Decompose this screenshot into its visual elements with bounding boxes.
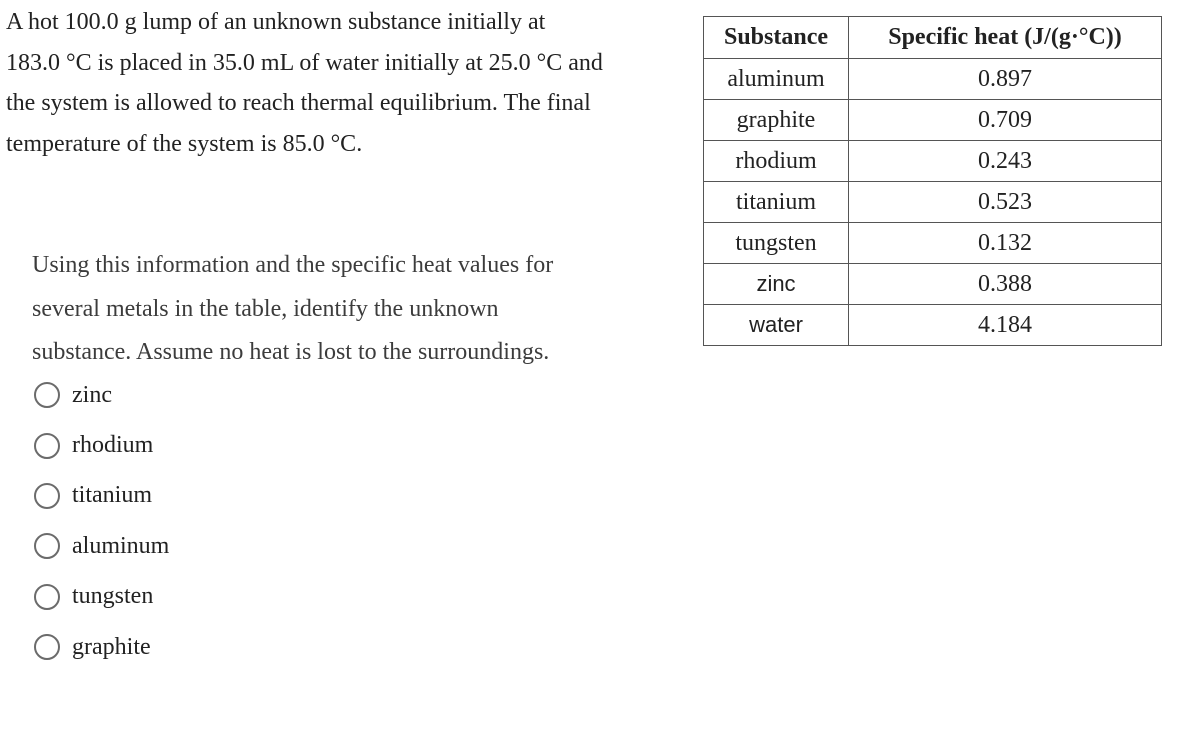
cell-specific-heat: 0.243 xyxy=(849,141,1162,182)
cell-substance: tungsten xyxy=(704,223,849,264)
cell-substance: rhodium xyxy=(704,141,849,182)
radio-button[interactable] xyxy=(34,584,60,610)
cell-substance: titanium xyxy=(704,182,849,223)
choice-label[interactable]: tungsten xyxy=(72,583,154,610)
choice-rhodium[interactable] xyxy=(34,420,169,470)
cell-substance: graphite xyxy=(704,100,849,141)
cell-specific-heat: 0.132 xyxy=(849,223,1162,264)
cell-substance: zinc xyxy=(704,264,849,305)
prompt-line: substance. Assume no heat is lost to the surroundings. xyxy=(32,339,550,365)
choice-zinc[interactable] xyxy=(34,370,169,420)
prompt-line: Using this information and the specific heat values for xyxy=(32,252,554,278)
choice-graphite[interactable] xyxy=(34,622,169,672)
table-row xyxy=(704,223,1162,264)
table-row xyxy=(704,59,1162,100)
cell-specific-heat: 0.897 xyxy=(849,59,1162,100)
problem-statement xyxy=(6,2,686,164)
table-header-row xyxy=(704,17,1162,59)
problem-line: A hot 100.0 g lump of an unknown substance initially at xyxy=(6,9,546,35)
cell-specific-heat: 0.388 xyxy=(849,264,1162,305)
radio-button[interactable] xyxy=(34,433,60,459)
radio-button[interactable] xyxy=(34,483,60,509)
table-row xyxy=(704,182,1162,223)
cell-specific-heat: 4.184 xyxy=(849,305,1162,346)
choice-aluminum[interactable] xyxy=(34,521,169,571)
choice-label[interactable]: titanium xyxy=(72,482,152,509)
table-row xyxy=(704,305,1162,346)
table-row xyxy=(704,141,1162,182)
choice-titanium[interactable] xyxy=(34,471,169,521)
choice-label[interactable]: zinc xyxy=(72,381,112,408)
table-row xyxy=(704,100,1162,141)
cell-specific-heat: 0.523 xyxy=(849,182,1162,223)
header-specific-heat: Specific heat (J/(g·°C)) xyxy=(849,17,1162,59)
specific-heat-table xyxy=(703,16,1162,346)
problem-line: temperature of the system is 85.0 °C. xyxy=(6,130,363,157)
table-row xyxy=(704,264,1162,305)
radio-button[interactable] xyxy=(34,533,60,559)
problem-line: 183.0 °C is placed in 35.0 mL of water initially at 25.0 °C and xyxy=(6,49,603,76)
header-substance: Substance xyxy=(704,17,849,59)
choice-label[interactable]: rhodium xyxy=(72,432,154,459)
problem-line: the system is allowed to reach thermal equilibrium. The final xyxy=(6,90,591,116)
cell-specific-heat: 0.709 xyxy=(849,100,1162,141)
cell-substance: water xyxy=(704,305,849,346)
radio-button[interactable] xyxy=(34,382,60,408)
answer-choices xyxy=(34,370,169,672)
choice-label[interactable]: graphite xyxy=(72,633,151,660)
radio-button[interactable] xyxy=(34,634,60,660)
choice-label[interactable]: aluminum xyxy=(72,532,170,559)
prompt-line: several metals in the table, identify the unknown xyxy=(32,295,499,322)
choice-tungsten[interactable] xyxy=(34,572,169,622)
cell-substance: aluminum xyxy=(704,59,849,100)
question-prompt xyxy=(32,244,672,375)
